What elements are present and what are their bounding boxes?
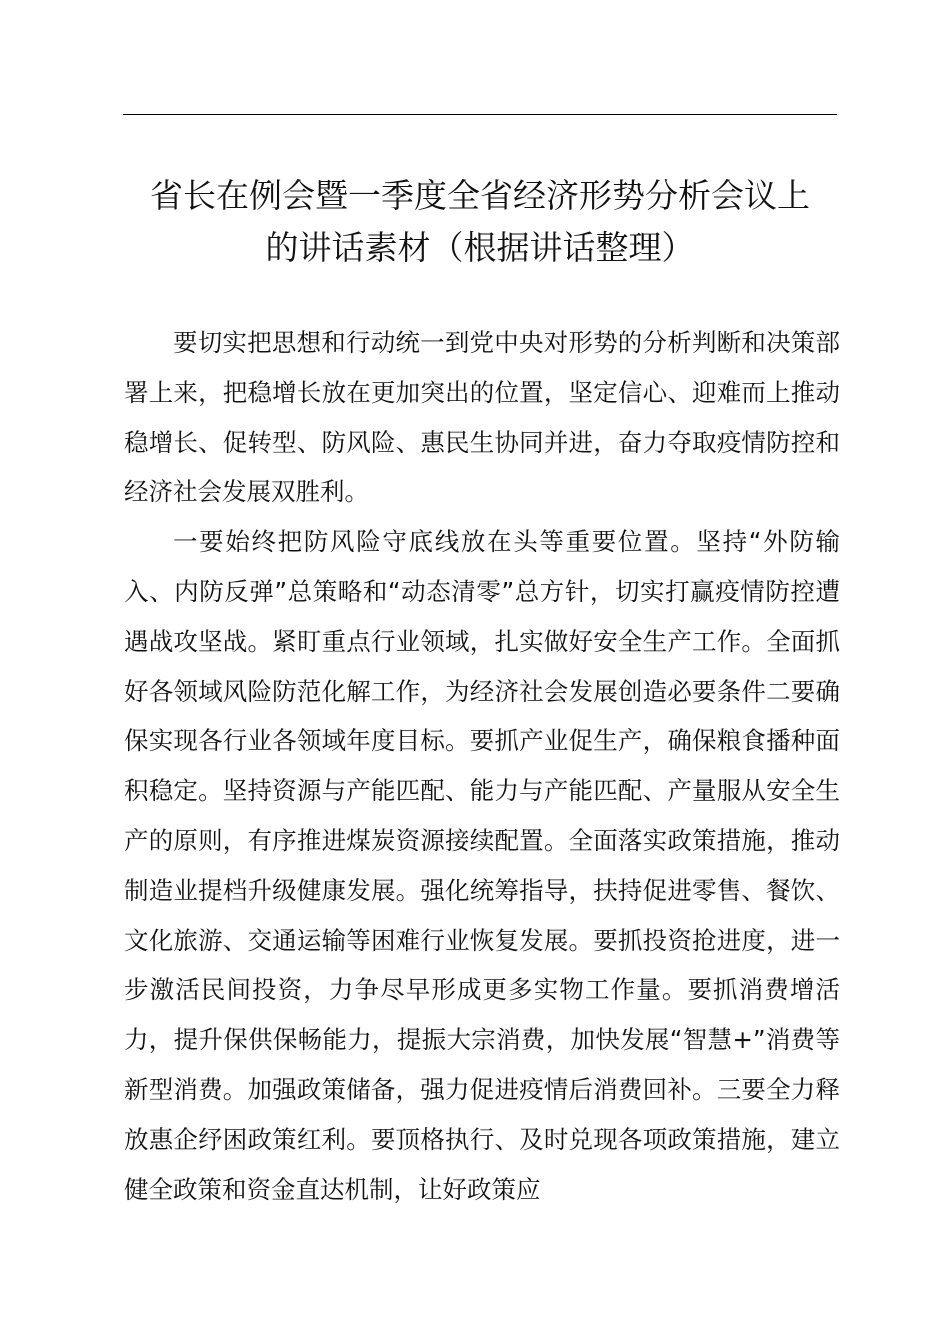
document-body [124, 318, 840, 1214]
title-line-1: 省长在例会暨一季度全省经济形势分析会议上 [150, 176, 810, 215]
paragraph-measures: 一要始终把防风险守底线放在头等重要位置。坚持“外防输入、内防反弹”总策略和“动态清零”总方针，切实打赢疫情防控遭遇战攻坚战。紧盯重点行业领域，扎实做好安全生产工作。全面抓好各领域风险防范化解工作，为经济社会发展创造必要条件二要确保实现各行业各领域年度目标。要抓产业促生产，确保粮食播种面积稳定。坚持资源与产能匹配、能力与产能匹配、产量服从安全生产的原则，有序推进煤炭资源接续配置。全面落实政策措施，推动制造业提档升级健康发展。强化统筹指导，扶持促进零售、餐饮、文化旅游、交通运输等困难行业恢复发展。要抓投资抢进度，进一步激活民间投资，力争尽早形成更多实物工作量。要抓消费增活力，提升保供保畅能力，提振大宗消费，加快发展“智慧+”消费等新型消费。加强政策储备，强力促进疫情后消费回补。三要全力释放惠企纾困政策红利。要顶格执行、及时兑现各项政策措施，建立健全政策和资金直达机制，让好政策应 [124, 527, 840, 1204]
header-rule [123, 114, 837, 115]
document-title [110, 170, 850, 274]
paragraph-intro: 要切实把思想和行动统一到党中央对形势的分析判断和决策部署上来，把稳增长放在更加突出的位置，坚定信心、迎难而上推动稳增长、促转型、防风险、惠民生协同并进，奋力夺取疫情防控和经济社会发展双胜利。 [124, 328, 840, 507]
title-line-2: 的讲话素材（根据讲话整理） [265, 228, 695, 267]
